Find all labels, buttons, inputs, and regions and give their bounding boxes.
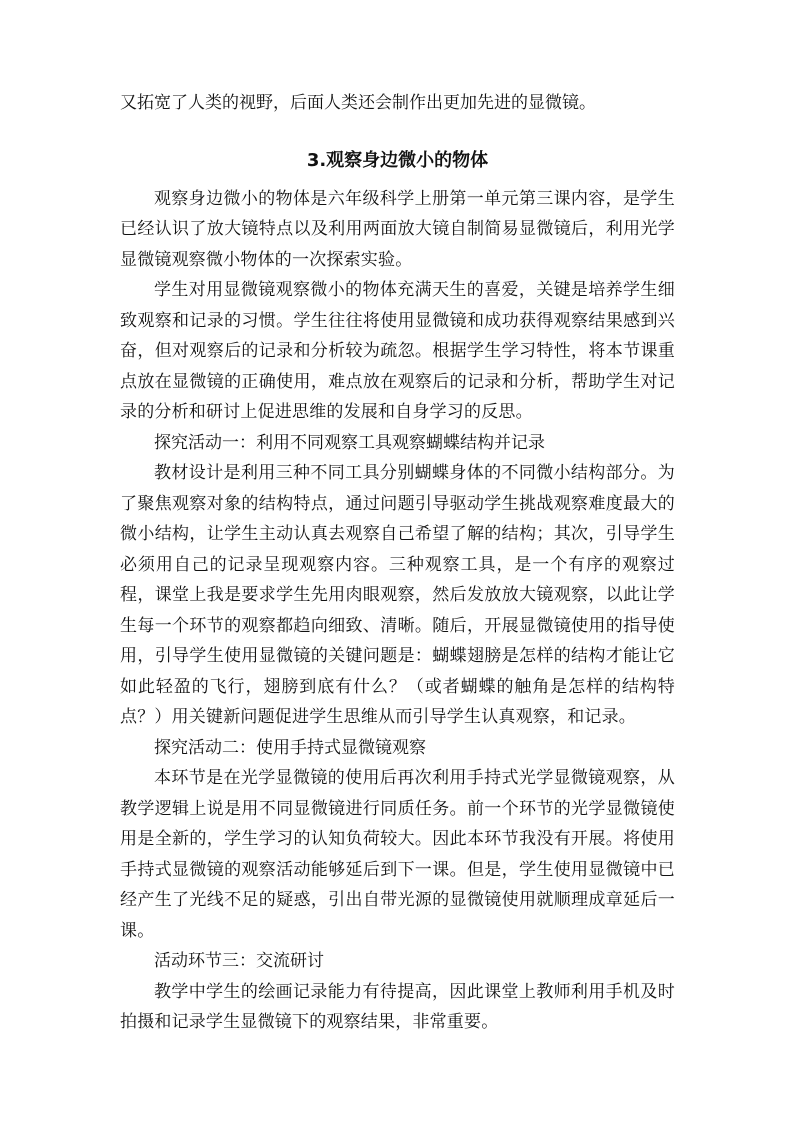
section-title: 3.观察身边微小的物体 <box>306 149 489 171</box>
lead-line: 又拓宽了人类的视野，后面人类还会制作出更加先进的显微镜。 <box>120 93 596 113</box>
activity2-body: 本环节是在光学显微镜的使用后再次利用手持式光学显微镜观察，从教学逻辑上说是用不同显微镜进行同质任务。前一个环节的光学显微镜使用是全新的，学生学习的认知负荷较大。因此本环节我没有开展。将使用手持式显微镜的观察活动能够延后到下一课。但是，学生使用显微镜中已经产生了光线不足的疑惑，引出自带光源的显微镜使用就顺理成章延后一课。 <box>120 768 675 941</box>
paragraph-intro: 观察身边微小的物体是六年级科学上册第一单元第三课内容，是学生已经认识了放大镜特点以及利用两面放大镜自制简易显微镜后，利用光学显微镜观察微小物体的一次探索实验。 <box>120 188 675 270</box>
activity2-title: 探究活动二：使用手持式显微镜观察 <box>154 737 426 758</box>
activity3-title: 活动环节三：交流研讨 <box>154 951 324 971</box>
document-page <box>120 88 675 1038</box>
activity1-title: 探究活动一：利用不同观察工具观察蝴蝶结构并记录 <box>154 432 545 453</box>
activity3-body: 教学中学生的绘画记录能力有待提高，因此课堂上教师利用手机及时拍摄和记录学生显微镜下的观察结果，非常重要。 <box>120 981 675 1032</box>
paragraph-analysis: 学生对用显微镜观察微小的物体充满天生的喜爱，关键是培养学生细致观察和记录的习惯。学生往往将使用显微镜和成功获得观察结果感到兴奋，但对观察后的记录和分析较为疏忽。根据学生学习特性，将本节课重点放在显微镜的正确使用，难点放在观察后的记录和分析，帮助学生对记录的分析和研讨上促进思维的发展和自身学习的反思。 <box>120 280 675 422</box>
activity1-body: 教材设计是利用三种不同工具分别蝴蝶身体的不同微小结构部分。为了聚焦观察对象的结构特点，通过问题引导驱动学生挑战观察难度最大的微小结构，让学生主动认真去观察自己希望了解的结构；其次，引导学生必须用自己的记录呈现观察内容。三种观察工具，是一个有序的观察过程，课堂上我是要求学生先用肉眼观察，然后发放放大镜观察，以此让学生每一个环节的观察都趋向细致、清晰。随后，开展显微镜使用的指导使用，引导学生使用显微镜的关键问题是：蝴蝶翅膀是怎样的结构才能让它如此轻盈的飞行，翅膀到底有什么？（或者蝴蝶的触角是怎样的结构特点？）用关键新问题促进学生思维从而引导学生认真观察，和记录。 <box>120 463 675 727</box>
